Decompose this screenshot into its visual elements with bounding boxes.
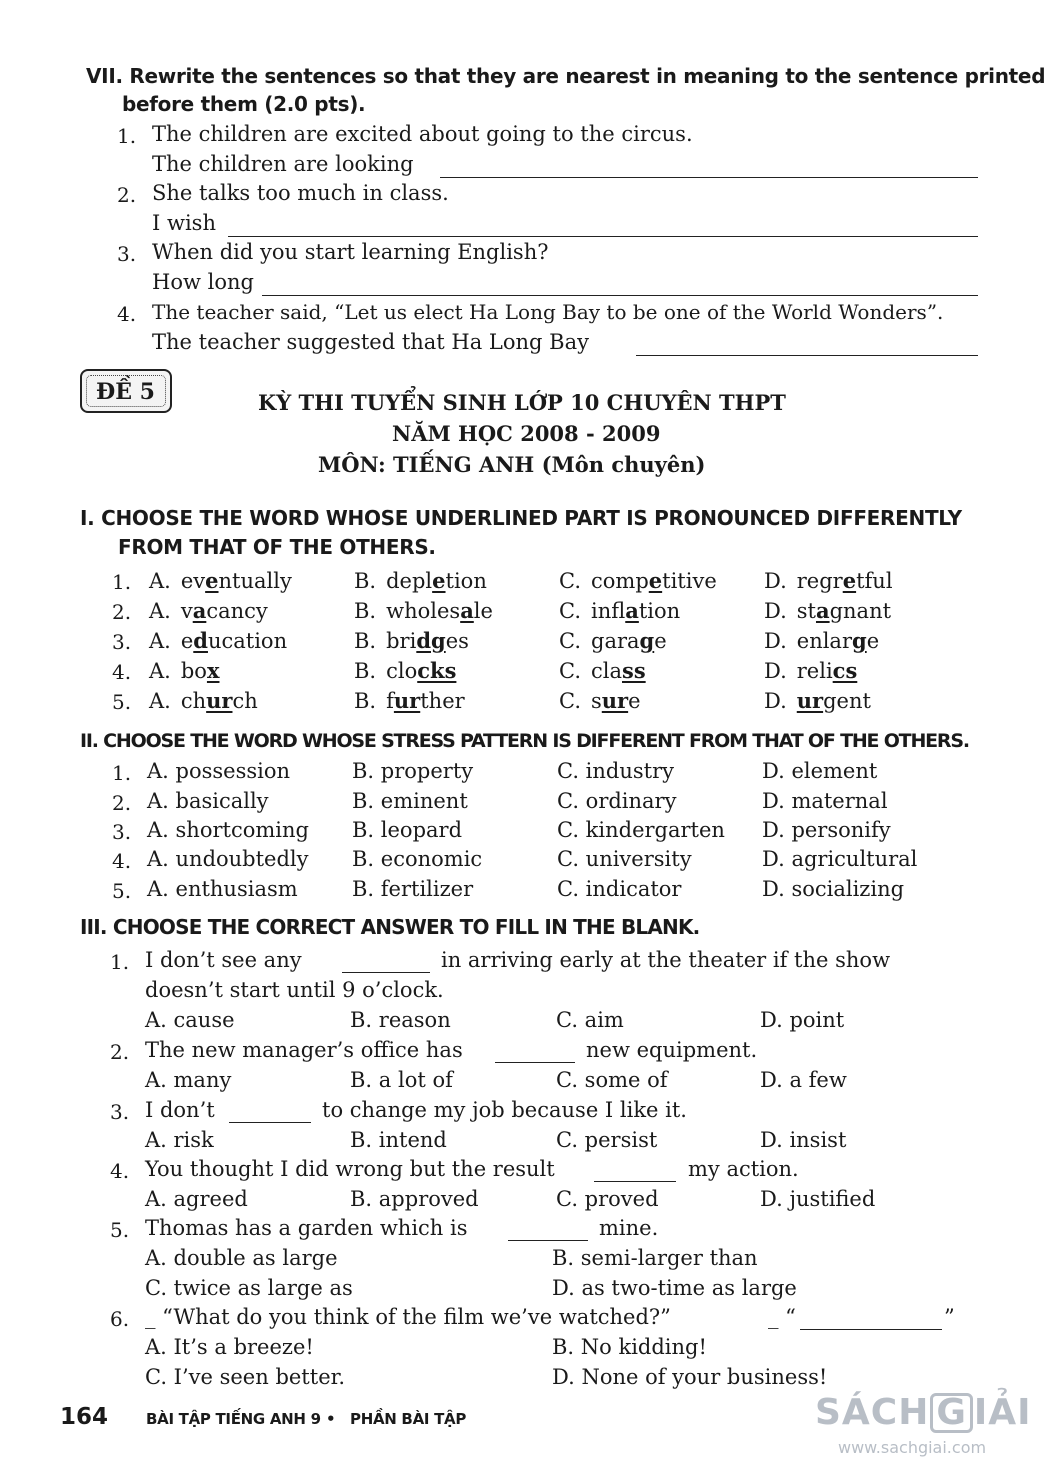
option-letter: D. — [764, 689, 787, 713]
word-part: regr — [796, 569, 843, 593]
option-letter: D. — [764, 629, 787, 653]
underlined-part: a — [460, 598, 474, 623]
word-part: s — [591, 689, 602, 713]
pronunciation-option[interactable] — [764, 568, 893, 593]
word-part: le — [473, 599, 493, 623]
answer-option[interactable]: C. some of — [556, 1068, 668, 1092]
pronunciation-option[interactable] — [559, 628, 667, 653]
question-text: doesn’t start until 9 o’clock. — [145, 978, 444, 1002]
word-part: tion — [445, 569, 487, 593]
underlined-part: cs — [832, 658, 858, 683]
question-blank[interactable] — [229, 1102, 311, 1123]
word-part: cancy — [206, 599, 268, 623]
stress-option[interactable]: A. possession — [147, 759, 291, 783]
question-text: Thomas has a garden which is — [145, 1216, 468, 1240]
rewrite-prompt: The children are looking — [152, 152, 414, 176]
pronunciation-option[interactable] — [764, 688, 871, 713]
question-number: 2. — [110, 1040, 130, 1064]
original-sentence: The children are excited about going to the circus. — [152, 122, 693, 146]
underlined-part: ur — [206, 688, 233, 713]
word-part: es — [445, 629, 469, 653]
option-letter: C. — [559, 629, 581, 653]
row-number: 1. — [112, 761, 132, 785]
stress-option[interactable]: C. industry — [557, 759, 674, 783]
underlined-part: e — [648, 568, 663, 593]
word-part: ucation — [207, 629, 288, 653]
underlined-part: a — [192, 598, 207, 623]
underlined-part: g — [639, 628, 655, 653]
stress-option[interactable]: A. enthusiasm — [147, 877, 298, 901]
exam-title: KỲ THI TUYỂN SINH LỚP 10 CHUYÊN THPT — [258, 390, 786, 415]
word-part: depl — [386, 569, 433, 593]
pronunciation-option[interactable] — [149, 568, 292, 593]
item-number: 3. — [117, 242, 137, 266]
question-blank[interactable] — [495, 1042, 575, 1063]
word-part: ntually — [218, 569, 292, 593]
answer-option[interactable]: D. a few — [760, 1068, 847, 1092]
word-part: cla — [591, 659, 622, 683]
option-letter: B. — [354, 629, 377, 653]
word-part: bri — [386, 629, 417, 653]
item-number: 1. — [117, 124, 137, 148]
pronunciation-option[interactable] — [559, 658, 646, 683]
stress-option[interactable]: A. shortcoming — [147, 818, 309, 842]
watermark-left: SÁCH — [815, 1392, 930, 1433]
underlined-part: ur — [393, 688, 421, 713]
word-part: titive — [662, 569, 717, 593]
stress-option[interactable]: D. socializing — [762, 877, 905, 901]
question-blank[interactable] — [594, 1161, 676, 1182]
question-number: 1. — [110, 950, 130, 974]
question-text: You thought I did wrong but the result — [145, 1157, 555, 1181]
answer-option[interactable]: A. cause — [145, 1008, 235, 1032]
answer-option[interactable]: B. intend — [350, 1128, 447, 1152]
row-number: 1. — [112, 570, 132, 594]
pronunciation-option[interactable] — [354, 628, 469, 653]
word-part: tion — [638, 599, 681, 623]
question-text: I don’t — [145, 1098, 215, 1122]
exam-year: NĂM HỌC 2008 - 2009 — [392, 421, 661, 446]
pronunciation-option[interactable] — [764, 598, 891, 623]
question-blank[interactable] — [508, 1220, 588, 1241]
answer-option[interactable]: B. reason — [350, 1008, 451, 1032]
option-letter: A. — [149, 629, 171, 653]
question-number: 3. — [110, 1100, 130, 1124]
question-text: my action. — [688, 1157, 799, 1181]
word-part: ch — [180, 689, 207, 713]
question-number: 4. — [110, 1159, 130, 1183]
question-text: in arriving early at the theater if the show — [441, 948, 891, 972]
question-text: I don’t see any — [145, 948, 302, 972]
item-number: 2. — [117, 183, 137, 207]
option-letter: A. — [149, 659, 171, 683]
underlined-part: dg — [416, 628, 446, 653]
row-number: 3. — [112, 630, 132, 654]
option-letter: A. — [149, 689, 171, 713]
pronunciation-option[interactable] — [354, 688, 465, 713]
row-number: 4. — [112, 660, 132, 684]
word-part: clo — [386, 659, 418, 683]
section-vii-heading-line1: VII. Rewrite the sentences so that they are nearest in meaning to the sentence printed — [86, 64, 1045, 88]
underlined-part: d — [193, 628, 208, 653]
stress-option[interactable]: B. property — [352, 759, 474, 783]
word-part: e — [180, 629, 194, 653]
pronunciation-option[interactable] — [354, 598, 493, 623]
row-number: 4. — [112, 849, 132, 873]
watermark-logo — [815, 1392, 1032, 1433]
pronunciation-option[interactable] — [149, 628, 287, 653]
answer-blank[interactable] — [636, 335, 978, 356]
option-letter: B. — [354, 659, 377, 683]
pronunciation-option[interactable] — [559, 688, 641, 713]
pronunciation-option[interactable] — [354, 658, 456, 683]
item-number: 4. — [117, 302, 137, 326]
option-letter: B. — [354, 599, 377, 623]
question-text: ” — [944, 1305, 955, 1329]
underlined-part: g — [852, 628, 867, 653]
pronunciation-option[interactable] — [764, 628, 879, 653]
original-sentence: The teacher said, “Let us elect Ha Long Bay to be one of the World Wonders”. — [152, 300, 944, 324]
underlined-part: a — [815, 598, 830, 623]
section-vii-heading-line2: before them (2.0 pts). — [122, 92, 366, 116]
answer-option[interactable]: D. as two-time as large — [552, 1276, 797, 1300]
word-part: reli — [796, 659, 833, 683]
watermark-url: www.sachgiai.com — [838, 1438, 987, 1457]
option-letter: D. — [764, 569, 787, 593]
word-part: wholes — [386, 599, 461, 623]
word-part: ev — [180, 569, 206, 593]
word-part: ch — [232, 689, 258, 713]
word-part: gara — [591, 629, 640, 653]
answer-option[interactable]: C. twice as large as — [145, 1276, 353, 1300]
question-blank[interactable] — [342, 952, 430, 973]
option-letter: C. — [559, 599, 581, 623]
option-letter: A. — [149, 599, 171, 623]
word-part: comp — [591, 569, 649, 593]
section-ii-heading: II. CHOOSE THE WORD WHOSE STRESS PATTERN IS DIFFERENT FROM THAT OF THE OTHERS. — [80, 730, 969, 752]
stress-option[interactable]: A. basically — [147, 789, 269, 813]
underlined-part: x — [206, 658, 220, 683]
answer-option[interactable]: C. aim — [556, 1008, 624, 1032]
stress-option[interactable]: C. indicator — [557, 877, 682, 901]
word-part: ther — [420, 689, 465, 713]
option-letter: C. — [559, 689, 581, 713]
answer-option[interactable]: A. many — [145, 1068, 232, 1092]
underlined-part: ur — [796, 688, 824, 713]
option-letter: B. — [354, 689, 377, 713]
question-text: to change my job because I like it. — [322, 1098, 687, 1122]
option-letter: B. — [354, 569, 377, 593]
answer-option[interactable]: D. point — [760, 1008, 845, 1032]
answer-blank[interactable] — [228, 216, 978, 237]
word-part: gent — [823, 689, 871, 713]
stress-option[interactable]: C. university — [557, 847, 692, 871]
word-part: f — [386, 689, 394, 713]
pronunciation-option[interactable] — [149, 688, 258, 713]
rewrite-prompt: The teacher suggested that Ha Long Bay — [152, 330, 589, 354]
answer-blank[interactable] — [440, 157, 978, 178]
rewrite-prompt: How long — [152, 270, 254, 294]
stress-option[interactable]: C. ordinary — [557, 789, 677, 813]
answer-option[interactable]: D. insist — [760, 1128, 847, 1152]
pronunciation-option[interactable] — [149, 658, 219, 683]
question-text: _ “ — [768, 1305, 796, 1329]
option-letter: A. — [149, 569, 171, 593]
watermark-right: IẢI — [973, 1392, 1032, 1433]
answer-option[interactable]: B. semi-larger than — [552, 1246, 758, 1270]
stress-option[interactable]: B. economic — [352, 847, 483, 871]
word-part: e — [654, 629, 667, 653]
stress-option[interactable]: B. fertilizer — [352, 877, 474, 901]
question-number: 6. — [110, 1307, 130, 1331]
underlined-part: a — [625, 598, 639, 623]
question-text: mine. — [599, 1216, 659, 1240]
word-part: e — [628, 689, 641, 713]
pronunciation-option[interactable] — [559, 598, 680, 623]
rewrite-prompt: I wish — [152, 211, 216, 235]
word-part: enlar — [796, 629, 852, 653]
word-part: v — [180, 599, 193, 623]
row-number: 5. — [112, 690, 132, 714]
word-part: gnant — [829, 599, 892, 623]
answer-option[interactable]: C. proved — [556, 1187, 659, 1211]
pronunciation-option[interactable] — [559, 568, 717, 593]
book-title: BÀI TẬP TIẾNG ANH 9 — [146, 1410, 321, 1428]
original-sentence: When did you start learning English? — [152, 240, 549, 264]
section-i-heading-line1: I. CHOOSE THE WORD WHOSE UNDERLINED PART IS PRONOUNCED DIFFERENTLY — [80, 506, 962, 530]
word-part: st — [796, 599, 816, 623]
part-title: PHẦN BÀI TẬP — [350, 1410, 467, 1428]
question-blank[interactable] — [800, 1309, 942, 1330]
option-letter: C. — [559, 569, 581, 593]
underlined-part: e — [842, 568, 857, 593]
exam-subject: MÔN: TIẾNG ANH (Môn chuyên) — [318, 452, 706, 477]
pronunciation-option[interactable] — [149, 598, 268, 623]
watermark-box: G — [930, 1393, 973, 1433]
word-part: e — [866, 629, 880, 653]
underlined-part: ss — [622, 658, 646, 683]
stress-option[interactable]: D. personify — [762, 818, 891, 842]
answer-option[interactable]: A. double as large — [145, 1246, 338, 1270]
answer-option[interactable]: B. No kidding! — [552, 1335, 707, 1359]
underlined-part: ur — [601, 688, 629, 713]
stress-option[interactable]: D. maternal — [762, 789, 888, 813]
question-text: The new manager’s office has — [145, 1038, 463, 1062]
stress-option[interactable]: C. kindergarten — [557, 818, 725, 842]
question-text: new equipment. — [586, 1038, 758, 1062]
answer-option[interactable]: B. approved — [350, 1187, 479, 1211]
stress-option[interactable]: D. agricultural — [762, 847, 918, 871]
original-sentence: She talks too much in class. — [152, 181, 449, 205]
row-number: 2. — [112, 600, 132, 624]
answer-option[interactable]: A. It’s a breeze! — [145, 1335, 314, 1359]
answer-option[interactable]: C. I’ve seen better. — [145, 1365, 346, 1389]
section-i-heading-line2: FROM THAT OF THE OTHERS. — [118, 535, 436, 559]
option-letter: C. — [559, 659, 581, 683]
stress-option[interactable]: B. leopard — [352, 818, 463, 842]
pronunciation-option[interactable] — [764, 658, 857, 683]
underlined-part: e — [205, 568, 219, 593]
answer-option[interactable]: B. a lot of — [350, 1068, 453, 1092]
exam-badge-label: ĐỀ 5 — [96, 379, 155, 405]
row-number: 5. — [112, 879, 132, 903]
page-number: 164 — [60, 1404, 109, 1430]
answer-option[interactable]: D. justified — [760, 1187, 876, 1211]
pronunciation-option[interactable] — [354, 568, 487, 593]
option-letter: D. — [764, 659, 787, 683]
word-part: tful — [856, 569, 893, 593]
word-part: infl — [591, 599, 626, 623]
option-letter: D. — [764, 599, 787, 623]
answer-blank[interactable] — [262, 275, 978, 296]
answer-option[interactable]: C. persist — [556, 1128, 658, 1152]
answer-option[interactable]: A. risk — [145, 1128, 214, 1152]
stress-option[interactable]: D. element — [762, 759, 878, 783]
row-number: 3. — [112, 820, 132, 844]
question-number: 5. — [110, 1218, 130, 1242]
footer-bullet: • — [326, 1410, 336, 1428]
row-number: 2. — [112, 791, 132, 815]
answer-option[interactable]: D. None of your business! — [552, 1365, 828, 1389]
answer-option[interactable]: A. agreed — [145, 1187, 248, 1211]
stress-option[interactable]: B. eminent — [352, 789, 468, 813]
underlined-part: cks — [417, 658, 457, 683]
section-iii-heading: III. CHOOSE THE CORRECT ANSWER TO FILL IN THE BLANK. — [80, 915, 700, 939]
question-text: _ “What do you think of the film we’ve watched?” — [145, 1305, 671, 1329]
underlined-part: e — [432, 568, 446, 593]
word-part: bo — [180, 659, 207, 683]
stress-option[interactable]: A. undoubtedly — [147, 847, 309, 871]
